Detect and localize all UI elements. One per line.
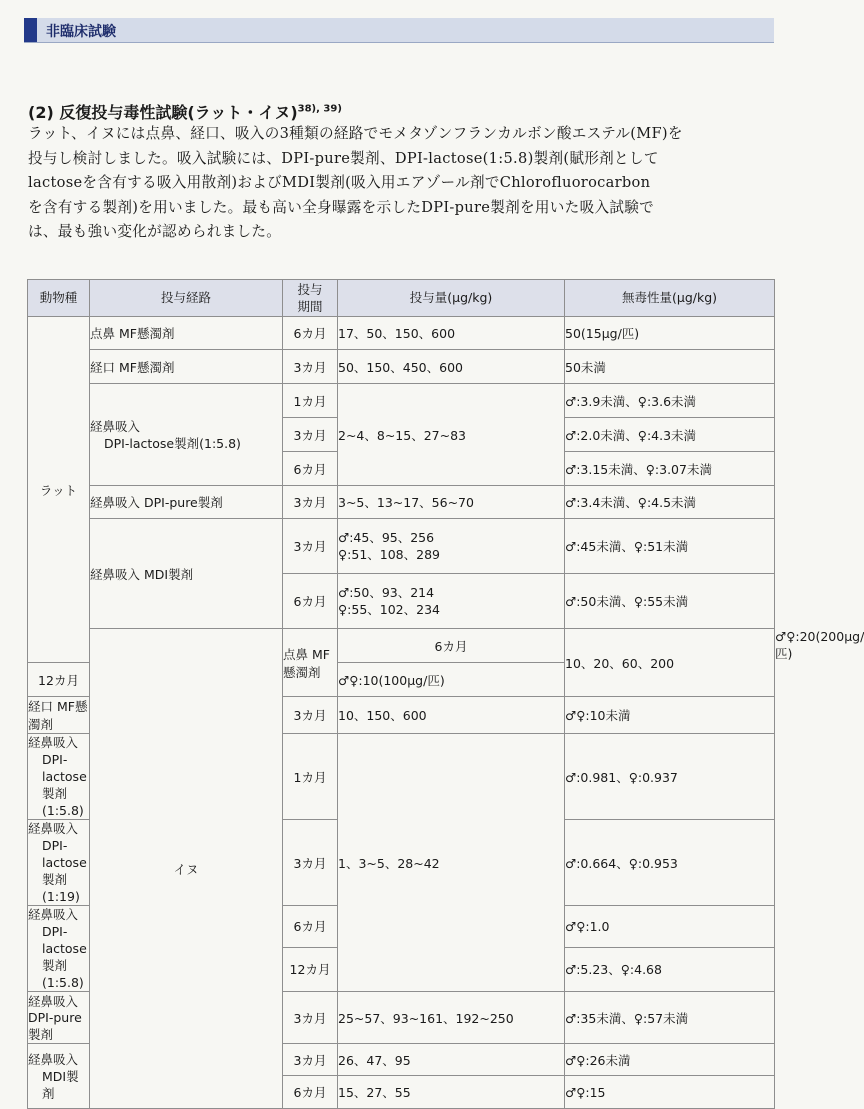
- dose-cell: 1、3~5、28~42: [338, 734, 565, 992]
- dose-cell: 10、20、60、200: [565, 629, 775, 697]
- header-period-line1: 投与: [297, 282, 323, 297]
- header-title: 非臨床試験: [46, 24, 116, 40]
- dose-female: ♀:55、102、234: [338, 602, 440, 617]
- period-cell: 3カ月: [283, 1044, 338, 1076]
- noael-cell: ♂♀:26未満: [565, 1044, 775, 1076]
- noael-cell: ♂:0.664、♀:0.953: [565, 820, 775, 906]
- noael-cell: ♂:2.0未満、♀:4.3未満: [565, 418, 775, 452]
- route-cell: 経鼻吸入 DPI-pure製剤: [28, 992, 90, 1044]
- noael-cell: ♂:45未満、♀:51未満: [565, 519, 775, 574]
- paragraph-line: は、最も強い変化が認められました。: [28, 223, 282, 241]
- route-line1: 経鼻吸入: [28, 821, 79, 836]
- dose-cell: 17、50、150、600: [338, 317, 565, 350]
- header-noael: 無毒性量(μg/kg): [565, 280, 775, 317]
- dose-cell: [338, 519, 565, 574]
- period-cell: 3カ月: [283, 418, 338, 452]
- paragraph-line: lactoseを含有する吸入用散剤)およびMDI製剤(吸入用エアゾール剤でChlorofluorocarbon: [28, 174, 651, 192]
- dose-cell: 25~57、93~161、192~250: [338, 992, 565, 1044]
- header-species: 動物種: [28, 280, 90, 317]
- noael-cell: ♂:0.981、♀:0.937: [565, 734, 775, 820]
- dose-male: ♂:50、93、214: [338, 585, 435, 600]
- toxicity-table: [27, 279, 864, 1109]
- period-cell: 1カ月: [283, 384, 338, 418]
- route-line2: DPI-lactose製剤(1:5.8): [42, 752, 87, 818]
- table-row: イヌ 点鼻 MF懸濁剤 6カ月 10、20、60、200 ♂♀:20(200μg/匹): [28, 629, 775, 663]
- section-header-bar: [24, 18, 774, 43]
- period-cell: 6カ月: [283, 1076, 338, 1109]
- table-row: [28, 317, 775, 350]
- dose-male: ♂:45、95、256: [338, 530, 435, 545]
- table-row: [28, 384, 775, 418]
- period-cell: 3カ月: [283, 697, 338, 734]
- noael-cell: ♂:3.15未満、♀:3.07未満: [565, 452, 775, 486]
- route-cell: 経鼻吸入 MDI製剤: [90, 519, 283, 629]
- route-cell: 点鼻 MF懸濁剤: [90, 317, 283, 350]
- header-period: [283, 280, 338, 317]
- noael-cell: ♂♀:10未満: [565, 697, 775, 734]
- dose-cell: [338, 574, 565, 629]
- species-cell-dog: イヌ: [90, 629, 283, 1109]
- period-cell: 6カ月: [283, 452, 338, 486]
- noael-cell: ♂♀:15: [565, 1076, 775, 1109]
- species-cell-rat: ラット: [28, 317, 90, 663]
- route-line1: 経鼻吸入: [28, 907, 79, 922]
- route-line2: DPI-lactose製剤(1:19): [42, 838, 87, 904]
- body-paragraph: [28, 122, 780, 245]
- route-cell: [28, 906, 90, 992]
- noael-cell: 50未満: [565, 350, 775, 384]
- header-dose: 投与量(μg/kg): [338, 280, 565, 317]
- route-cell: 経鼻吸入 DPI-pure製剤: [90, 486, 283, 519]
- period-cell: 3カ月: [283, 350, 338, 384]
- period-cell: 6カ月: [283, 906, 338, 948]
- route-line2: DPI-lactose製剤(1:5.8): [42, 924, 87, 990]
- reference-superscript: 38), 39): [297, 103, 342, 115]
- period-cell: 12カ月: [283, 947, 338, 991]
- noael-cell: ♂:3.9未満、♀:3.6未満: [565, 384, 775, 418]
- noael-cell: ♂♀:10(100μg/匹): [338, 663, 565, 697]
- header-period-line2: 期間: [297, 299, 323, 314]
- noael-cell: ♂:35未満、♀:57未満: [565, 992, 775, 1044]
- route-cell: [28, 820, 90, 906]
- route-line2: DPI-lactose製剤(1:5.8): [104, 435, 241, 451]
- header-accent-block: [24, 18, 37, 42]
- header-route: 投与経路: [90, 280, 283, 317]
- period-cell: 3カ月: [283, 992, 338, 1044]
- period-cell: 3カ月: [283, 820, 338, 906]
- period-cell: 1カ月: [283, 734, 338, 820]
- route-line1: 経鼻吸入: [28, 735, 79, 750]
- section-title: [28, 100, 342, 123]
- table-row: [28, 519, 775, 574]
- period-cell: 6カ月: [338, 629, 565, 663]
- table-row: [28, 350, 775, 384]
- dose-female: ♀:51、108、289: [338, 547, 440, 562]
- dose-cell: 50、150、450、600: [338, 350, 565, 384]
- noael-cell: ♂:50未満、♀:55未満: [565, 574, 775, 629]
- dose-cell: 15、27、55: [338, 1076, 565, 1109]
- route-cell: 点鼻 MF懸濁剤: [283, 629, 338, 697]
- noael-cell: ♂:5.23、♀:4.68: [565, 947, 775, 991]
- period-cell: 6カ月: [283, 317, 338, 350]
- dose-cell: 2~4、8~15、27~83: [338, 384, 565, 486]
- dose-cell: 26、47、95: [338, 1044, 565, 1076]
- dose-cell: 3~5、13~17、56~70: [338, 486, 565, 519]
- route-line1: 経鼻吸入: [90, 418, 141, 434]
- route-cell: 経口 MF懸濁剤: [90, 350, 283, 384]
- noael-cell: 50(15μg/匹): [565, 317, 775, 350]
- paragraph-line: を含有する製剤)を用いました。最も高い全身曝露を示したDPI-pure製剤を用いた吸入試験で: [28, 198, 655, 216]
- paragraph-line: 投与し検討しました。吸入試験には、DPI-pure製剤、DPI-lactose(1:5.8)製剤(賦形剤として: [28, 149, 659, 167]
- route-line2: MDI製剤: [42, 1068, 79, 1101]
- period-cell: 3カ月: [283, 486, 338, 519]
- noael-cell: ♂:3.4未満、♀:4.5未満: [565, 486, 775, 519]
- route-cell: 経口 MF懸濁剤: [28, 697, 90, 734]
- route-cell: [28, 734, 90, 820]
- period-cell: 6カ月: [283, 574, 338, 629]
- section-title-text: (2) 反復投与毒性試験(ラット・イヌ): [28, 103, 298, 122]
- period-cell: 3カ月: [283, 519, 338, 574]
- noael-cell: ♂♀:1.0: [565, 906, 775, 948]
- route-cell: [28, 1044, 90, 1109]
- route-line1: 経鼻吸入: [28, 1051, 79, 1067]
- dose-cell: 10、150、600: [338, 697, 565, 734]
- period-cell: 12カ月: [28, 663, 90, 697]
- route-cell: [90, 384, 283, 486]
- table-row: [28, 486, 775, 519]
- paragraph-line: ラット、イヌには点鼻、経口、吸入の3種類の経路でモメタゾンフランカルボン酸エステル(MF)を: [28, 125, 683, 142]
- table-header-row: [28, 280, 775, 317]
